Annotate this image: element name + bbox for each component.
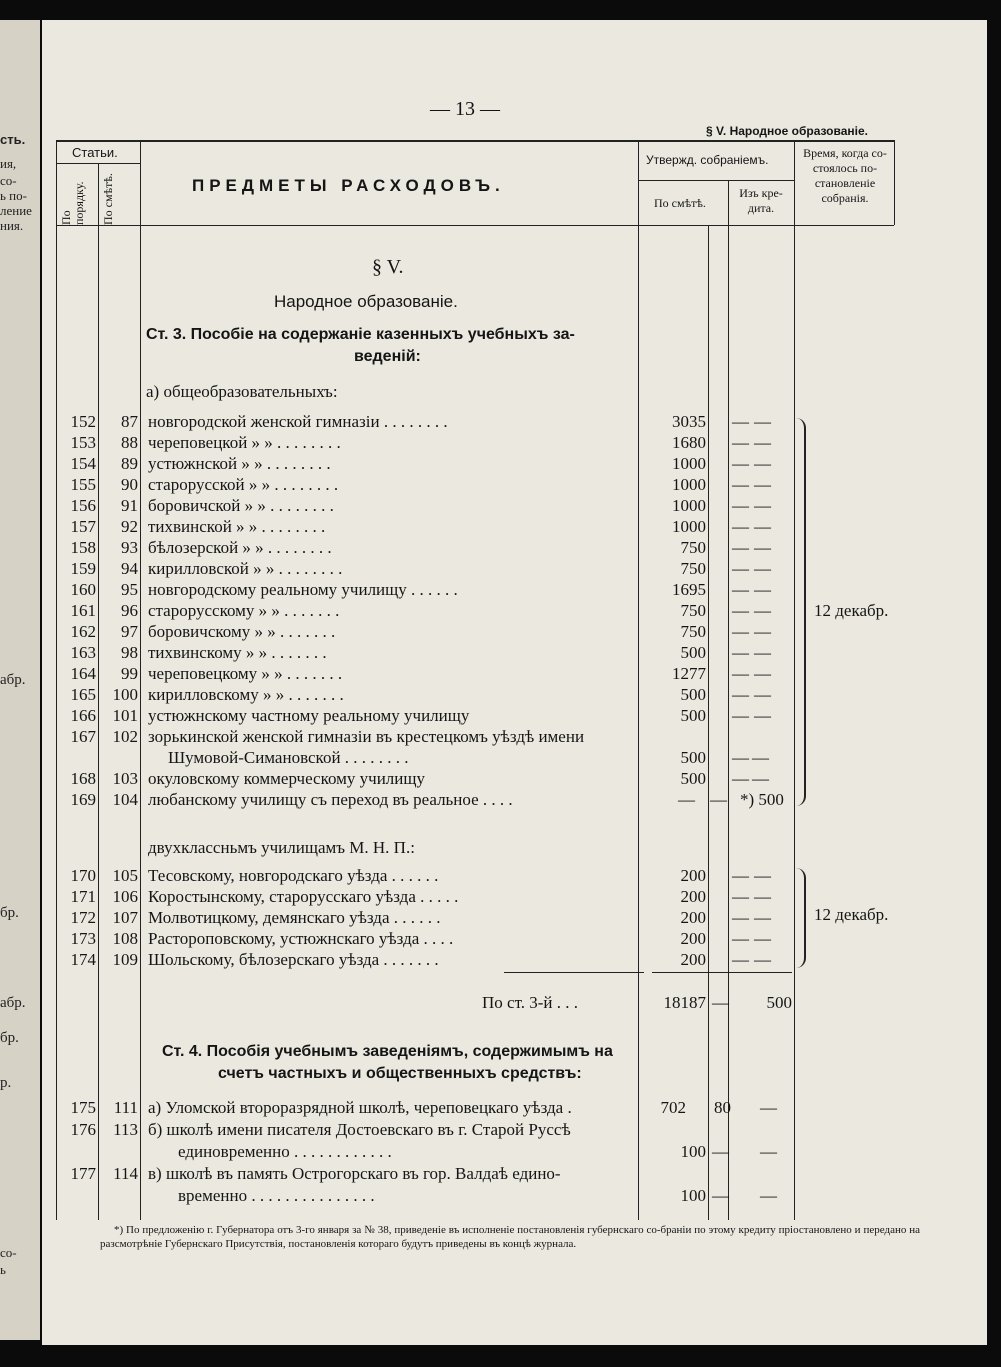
amount: 750 bbox=[680, 538, 706, 557]
row-number: 154 bbox=[70, 454, 96, 473]
smeta-number: 101 bbox=[112, 706, 138, 725]
kredit-dash: — bbox=[754, 559, 771, 578]
kredit: — bbox=[732, 517, 749, 536]
row-text: единовременно . . . . . . . . . . . . bbox=[178, 1142, 392, 1161]
row-text: Растороповскому, устюжнскаго уѣзда . . . . bbox=[148, 929, 454, 948]
smeta-number: 111 bbox=[113, 1098, 138, 1117]
row-number: 174 bbox=[70, 950, 96, 969]
kredit-dash: — bbox=[754, 908, 771, 927]
kredit-dash: — bbox=[754, 601, 771, 620]
kredit-dash: — bbox=[754, 929, 771, 948]
row-text: в) школѣ въ память Острогорскаго въ гор. Валдаѣ едино- bbox=[148, 1164, 561, 1183]
po-poryadku-header: По порядку. bbox=[59, 181, 86, 225]
utverzhd-rule bbox=[638, 180, 794, 181]
table-row bbox=[42, 866, 942, 887]
table-row bbox=[42, 887, 942, 908]
st4-heading-cont: счетъ частныхъ и общественныхъ средствъ: bbox=[218, 1065, 582, 1082]
smeta-number: 94 bbox=[121, 559, 138, 578]
left-fragment: ь bbox=[0, 1262, 6, 1277]
kredit-dash: — bbox=[752, 769, 769, 788]
amount: 200 bbox=[680, 866, 706, 885]
row-number: 172 bbox=[70, 908, 96, 927]
kredit-dash: — bbox=[754, 643, 771, 662]
kredit-dash: — bbox=[760, 1186, 777, 1205]
left-fragment: бр. bbox=[0, 905, 19, 921]
smeta-number: 90 bbox=[121, 475, 138, 494]
row-text: боровичской » » . . . . . . . . bbox=[148, 496, 334, 515]
smeta-number: 106 bbox=[112, 887, 138, 906]
amount: 1695 bbox=[672, 580, 706, 599]
row-number: 155 bbox=[70, 475, 96, 494]
total-dash: — bbox=[712, 993, 729, 1012]
kredit: — bbox=[732, 412, 749, 431]
row-number: 165 bbox=[70, 685, 96, 704]
amount: 500 bbox=[680, 643, 706, 662]
smeta-number: 89 bbox=[121, 454, 138, 473]
kredit: — bbox=[732, 433, 749, 452]
kredit-dash: — bbox=[754, 496, 771, 515]
kredit-dash: — bbox=[760, 1142, 777, 1161]
kredit: — bbox=[732, 496, 749, 515]
table-row bbox=[42, 643, 942, 664]
row-number: 167 bbox=[70, 727, 96, 746]
left-fragment: абр. bbox=[0, 672, 26, 688]
row-text: окуловскому коммерческому училищу bbox=[148, 769, 425, 788]
total-rule bbox=[652, 972, 792, 973]
row-text: новгородской женской гимназіи . . . . . . . . bbox=[148, 412, 448, 431]
kredit-dash: — bbox=[754, 887, 771, 906]
smeta-number: 95 bbox=[121, 580, 138, 599]
amount: 500 bbox=[680, 685, 706, 704]
table-row bbox=[42, 517, 942, 538]
row-number: 166 bbox=[70, 706, 96, 725]
row-number: 163 bbox=[70, 643, 96, 662]
kredit-dash: — bbox=[754, 664, 771, 683]
table-row bbox=[42, 1120, 942, 1141]
row-text: Шумовой-Симановской . . . . . . . . bbox=[168, 748, 409, 767]
kredit: — bbox=[732, 580, 749, 599]
table-row bbox=[42, 929, 942, 950]
row-number: 177 bbox=[70, 1164, 96, 1183]
row-text: любанскому училищу съ переход въ реальное . . . . bbox=[148, 790, 513, 809]
table-row bbox=[42, 908, 942, 929]
kredit: — bbox=[732, 475, 749, 494]
table-row bbox=[42, 1186, 942, 1207]
total-label: По ст. 3-й . . . bbox=[482, 993, 578, 1012]
amount: 1000 bbox=[672, 454, 706, 473]
row-number: 157 bbox=[70, 517, 96, 536]
kredit: — bbox=[732, 454, 749, 473]
smeta-number: 96 bbox=[121, 601, 138, 620]
stati-header: Статьи. bbox=[72, 145, 118, 160]
kredit: — bbox=[712, 1186, 729, 1205]
kredit: — bbox=[732, 908, 749, 927]
row-text: Коростынскому, старорусскаго уѣзда . . . . . bbox=[148, 887, 459, 906]
row-text: старорусскому » » . . . . . . . bbox=[148, 601, 340, 620]
total-rule bbox=[504, 972, 644, 973]
row-text: временно . . . . . . . . . . . . . . . bbox=[178, 1186, 375, 1205]
amount: 1000 bbox=[672, 475, 706, 494]
row-text: кирилловской » » . . . . . . . . bbox=[148, 559, 343, 578]
amount: 200 bbox=[680, 887, 706, 906]
row-number: 161 bbox=[70, 601, 96, 620]
brace bbox=[794, 418, 806, 806]
table-row bbox=[42, 412, 942, 433]
kredit: — bbox=[732, 706, 749, 725]
iz-kredita-header: Изъ кре-дита. bbox=[739, 186, 783, 215]
row-text: устюжнской » » . . . . . . . . bbox=[148, 454, 331, 473]
row-text: бѣлозерской » » . . . . . . . . bbox=[148, 538, 332, 557]
kredit: — bbox=[732, 769, 749, 788]
total-row bbox=[42, 993, 942, 1014]
table-row bbox=[42, 664, 942, 685]
kredit: — bbox=[760, 1098, 777, 1117]
left-fragment: ния. bbox=[0, 218, 24, 233]
kredit: — bbox=[732, 748, 749, 767]
table-row bbox=[42, 580, 942, 601]
kredit-dash: — bbox=[754, 866, 771, 885]
left-fragment: ь по- bbox=[0, 188, 27, 203]
brace bbox=[794, 868, 806, 968]
table-row bbox=[42, 706, 942, 727]
table-row bbox=[42, 1164, 942, 1185]
kredit: — bbox=[732, 559, 749, 578]
total-amount: 18187 bbox=[663, 993, 706, 1012]
amount: 750 bbox=[680, 622, 706, 641]
row-number: 168 bbox=[70, 769, 96, 788]
row-text: кирилловскому » » . . . . . . . bbox=[148, 685, 344, 704]
amount: 750 bbox=[680, 601, 706, 620]
kredit-dash: — bbox=[752, 748, 769, 767]
smeta-number: 98 bbox=[121, 643, 138, 662]
smeta-number: 87 bbox=[121, 412, 138, 431]
row-text: устюжнскому частному реальному училищу bbox=[148, 706, 470, 725]
left-fragment: бр. bbox=[0, 1030, 19, 1046]
page-number: — 13 — bbox=[430, 98, 500, 120]
smeta-number: 91 bbox=[121, 496, 138, 515]
smeta-number: 100 bbox=[112, 685, 138, 704]
kredit-dash: — bbox=[754, 517, 771, 536]
table-row bbox=[42, 475, 942, 496]
left-fragment: ия, bbox=[0, 156, 17, 171]
kredit-dash: — bbox=[754, 706, 771, 725]
row-text: старорусской » » . . . . . . . . bbox=[148, 475, 339, 494]
left-page-edge bbox=[0, 20, 40, 1340]
kredit: — bbox=[732, 866, 749, 885]
row-text: череповецкой » » . . . . . . . . bbox=[148, 433, 341, 452]
kredit: — bbox=[732, 887, 749, 906]
col-rule bbox=[894, 140, 895, 225]
left-fragment: абр. bbox=[0, 995, 26, 1011]
kredit-dash: — bbox=[754, 538, 771, 557]
amount: 100 bbox=[680, 1142, 706, 1161]
kredit: — bbox=[732, 929, 749, 948]
kredit-dash: — bbox=[754, 580, 771, 599]
smeta-number: 114 bbox=[113, 1164, 138, 1183]
row-number: 170 bbox=[70, 866, 96, 885]
table-row bbox=[42, 559, 942, 580]
kredit-dash: — bbox=[754, 433, 771, 452]
row-text: боровичскому » » . . . . . . . bbox=[148, 622, 336, 641]
row-number: 169 bbox=[70, 790, 96, 809]
kredit: — bbox=[732, 601, 749, 620]
amount: — bbox=[678, 790, 695, 809]
row-text: Молвотицкому, демянскаго уѣзда . . . . . . bbox=[148, 908, 441, 927]
row-text: череповецкому » » . . . . . . . bbox=[148, 664, 343, 683]
kopecks: 80 bbox=[714, 1098, 731, 1117]
amount: 200 bbox=[680, 929, 706, 948]
smeta-number: 103 bbox=[112, 769, 138, 788]
row-text: б) школѣ имени писателя Достоевскаго въ г. Старой Руссѣ bbox=[148, 1120, 571, 1139]
amount: 750 bbox=[680, 559, 706, 578]
row-number: 152 bbox=[70, 412, 96, 431]
smeta-number: 113 bbox=[113, 1120, 138, 1139]
smeta-number: 99 bbox=[121, 664, 138, 683]
row-number: 162 bbox=[70, 622, 96, 641]
kredit: — bbox=[732, 643, 749, 662]
row-number: 153 bbox=[70, 433, 96, 452]
section-paragraph: § V. bbox=[372, 256, 404, 278]
kredit: — bbox=[732, 622, 749, 641]
left-fragment: со- bbox=[0, 1245, 17, 1260]
left-fragment: сть. bbox=[0, 132, 26, 147]
kredit-dash: — bbox=[754, 685, 771, 704]
amount: 500 bbox=[680, 769, 706, 788]
table-row bbox=[42, 496, 942, 517]
row-text: зорькинской женской гимназіи въ крестецкомъ уѣздѣ имени bbox=[148, 727, 585, 746]
kredit: — bbox=[732, 685, 749, 704]
smeta-number: 104 bbox=[112, 790, 138, 809]
kredit-dash: — bbox=[754, 622, 771, 641]
table-row bbox=[42, 950, 942, 971]
table-row bbox=[42, 622, 942, 643]
amount: 3035 bbox=[672, 412, 706, 431]
smeta-number: 88 bbox=[121, 433, 138, 452]
table-row bbox=[42, 601, 942, 622]
table-row bbox=[42, 433, 942, 454]
st3-heading: Ст. 3. Пособіе на содержаніе казенныхъ учебныхъ за- bbox=[146, 326, 575, 343]
smeta-number: 105 bbox=[112, 866, 138, 885]
row-number: 175 bbox=[70, 1098, 96, 1117]
smeta-number: 102 bbox=[112, 727, 138, 746]
row-number: 156 bbox=[70, 496, 96, 515]
smeta-number: 97 bbox=[121, 622, 138, 641]
row-number: 160 bbox=[70, 580, 96, 599]
table-top-rule bbox=[56, 140, 894, 142]
kredit: — bbox=[732, 950, 749, 969]
row-text: тихвинской » » . . . . . . . . bbox=[148, 517, 326, 536]
vremya-header: Время, когда со-стоялось по-становленіе собранія. bbox=[803, 146, 887, 205]
date-b: 12 декабр. bbox=[814, 905, 889, 924]
section-title: Народное образованіе. bbox=[274, 292, 458, 311]
smeta-number: 107 bbox=[112, 908, 138, 927]
document-page bbox=[42, 20, 987, 1345]
row-text: а) Уломской второразрядной школѣ, череповецкаго уѣзда . bbox=[148, 1098, 572, 1117]
table-row bbox=[42, 748, 942, 769]
smeta-number: 109 bbox=[112, 950, 138, 969]
amount: 1680 bbox=[672, 433, 706, 452]
po-smete-sub-header: По смѣтѣ. bbox=[654, 196, 706, 210]
running-head: § V. Народное образованіе. bbox=[706, 124, 868, 138]
row-text: новгородскому реальному училищу . . . . . . bbox=[148, 580, 458, 599]
row-text: тихвинскому » » . . . . . . . bbox=[148, 643, 327, 662]
footnote: *) По предложенію г. Губернатора отъ 3-го января за № 38, приведеніе въ исполненіе постановленія губернскаго со-браніи по этому кредиту пріостановлено и передано на разсмотрѣніе Губернскаго Присутствія, постановленія котораго будутъ приведены въ концѣ журнала. bbox=[100, 1224, 920, 1250]
left-fragment: р. bbox=[0, 1075, 12, 1091]
smeta-number: 93 bbox=[121, 538, 138, 557]
kredit-dash: — bbox=[754, 412, 771, 431]
kredit: *) 500 bbox=[740, 790, 784, 809]
kredit: — bbox=[732, 664, 749, 683]
utverzhd-header: Утвержд. собраніемъ. bbox=[646, 153, 769, 167]
kredit-dash: — bbox=[754, 475, 771, 494]
row-text: Тесовскому, новгородскаго уѣзда . . . . . . bbox=[148, 866, 439, 885]
total-kredit: 500 bbox=[766, 993, 792, 1012]
st4-heading: Ст. 4. Пособія учебнымъ заведеніямъ, содержимымъ на bbox=[162, 1043, 613, 1060]
kredit: — bbox=[712, 1142, 729, 1161]
st3-heading-cont: веденій: bbox=[354, 348, 421, 365]
date: 12 декабр. bbox=[814, 601, 889, 620]
left-fragment: ление bbox=[0, 203, 32, 218]
table-row bbox=[42, 1098, 942, 1119]
table-row bbox=[42, 790, 942, 811]
amount: 1000 bbox=[672, 496, 706, 515]
row-number: 159 bbox=[70, 559, 96, 578]
row-text: Шольскому, бѣлозерскаго уѣзда . . . . . . . bbox=[148, 950, 439, 969]
row-number: 171 bbox=[70, 887, 96, 906]
amount: 200 bbox=[680, 950, 706, 969]
table-row bbox=[42, 538, 942, 559]
left-fragment: со- bbox=[0, 173, 17, 188]
subhead-b: двухклассньмъ училищамъ М. Н. П.: bbox=[148, 838, 415, 857]
amount: 1277 bbox=[672, 664, 706, 683]
amount: 500 bbox=[680, 748, 706, 767]
row-number: 173 bbox=[70, 929, 96, 948]
header-bottom-rule bbox=[56, 225, 894, 226]
kredit-dash: — bbox=[754, 454, 771, 473]
table-row bbox=[42, 454, 942, 475]
amount-dash: — bbox=[710, 790, 727, 809]
amount: 200 bbox=[680, 908, 706, 927]
row-number: 164 bbox=[70, 664, 96, 683]
table-row bbox=[42, 685, 942, 706]
smeta-number: 92 bbox=[121, 517, 138, 536]
subhead-a: а) общеобразовательныхъ: bbox=[146, 382, 338, 401]
amount: 702 bbox=[660, 1098, 686, 1117]
row-number: 176 bbox=[70, 1120, 96, 1139]
po-smete-header: По смѣтѣ. bbox=[101, 173, 115, 225]
table-row bbox=[42, 769, 942, 790]
kredit-dash: — bbox=[754, 950, 771, 969]
smeta-number: 108 bbox=[112, 929, 138, 948]
kredit: — bbox=[732, 538, 749, 557]
predmety-header: ПРЕДМЕТЫ РАСХОДОВЪ. bbox=[192, 176, 505, 195]
table-row bbox=[42, 1142, 942, 1163]
amount: 100 bbox=[680, 1186, 706, 1205]
amount: 500 bbox=[680, 706, 706, 725]
amount: 1000 bbox=[672, 517, 706, 536]
row-number: 158 bbox=[70, 538, 96, 557]
table-row bbox=[42, 727, 942, 748]
